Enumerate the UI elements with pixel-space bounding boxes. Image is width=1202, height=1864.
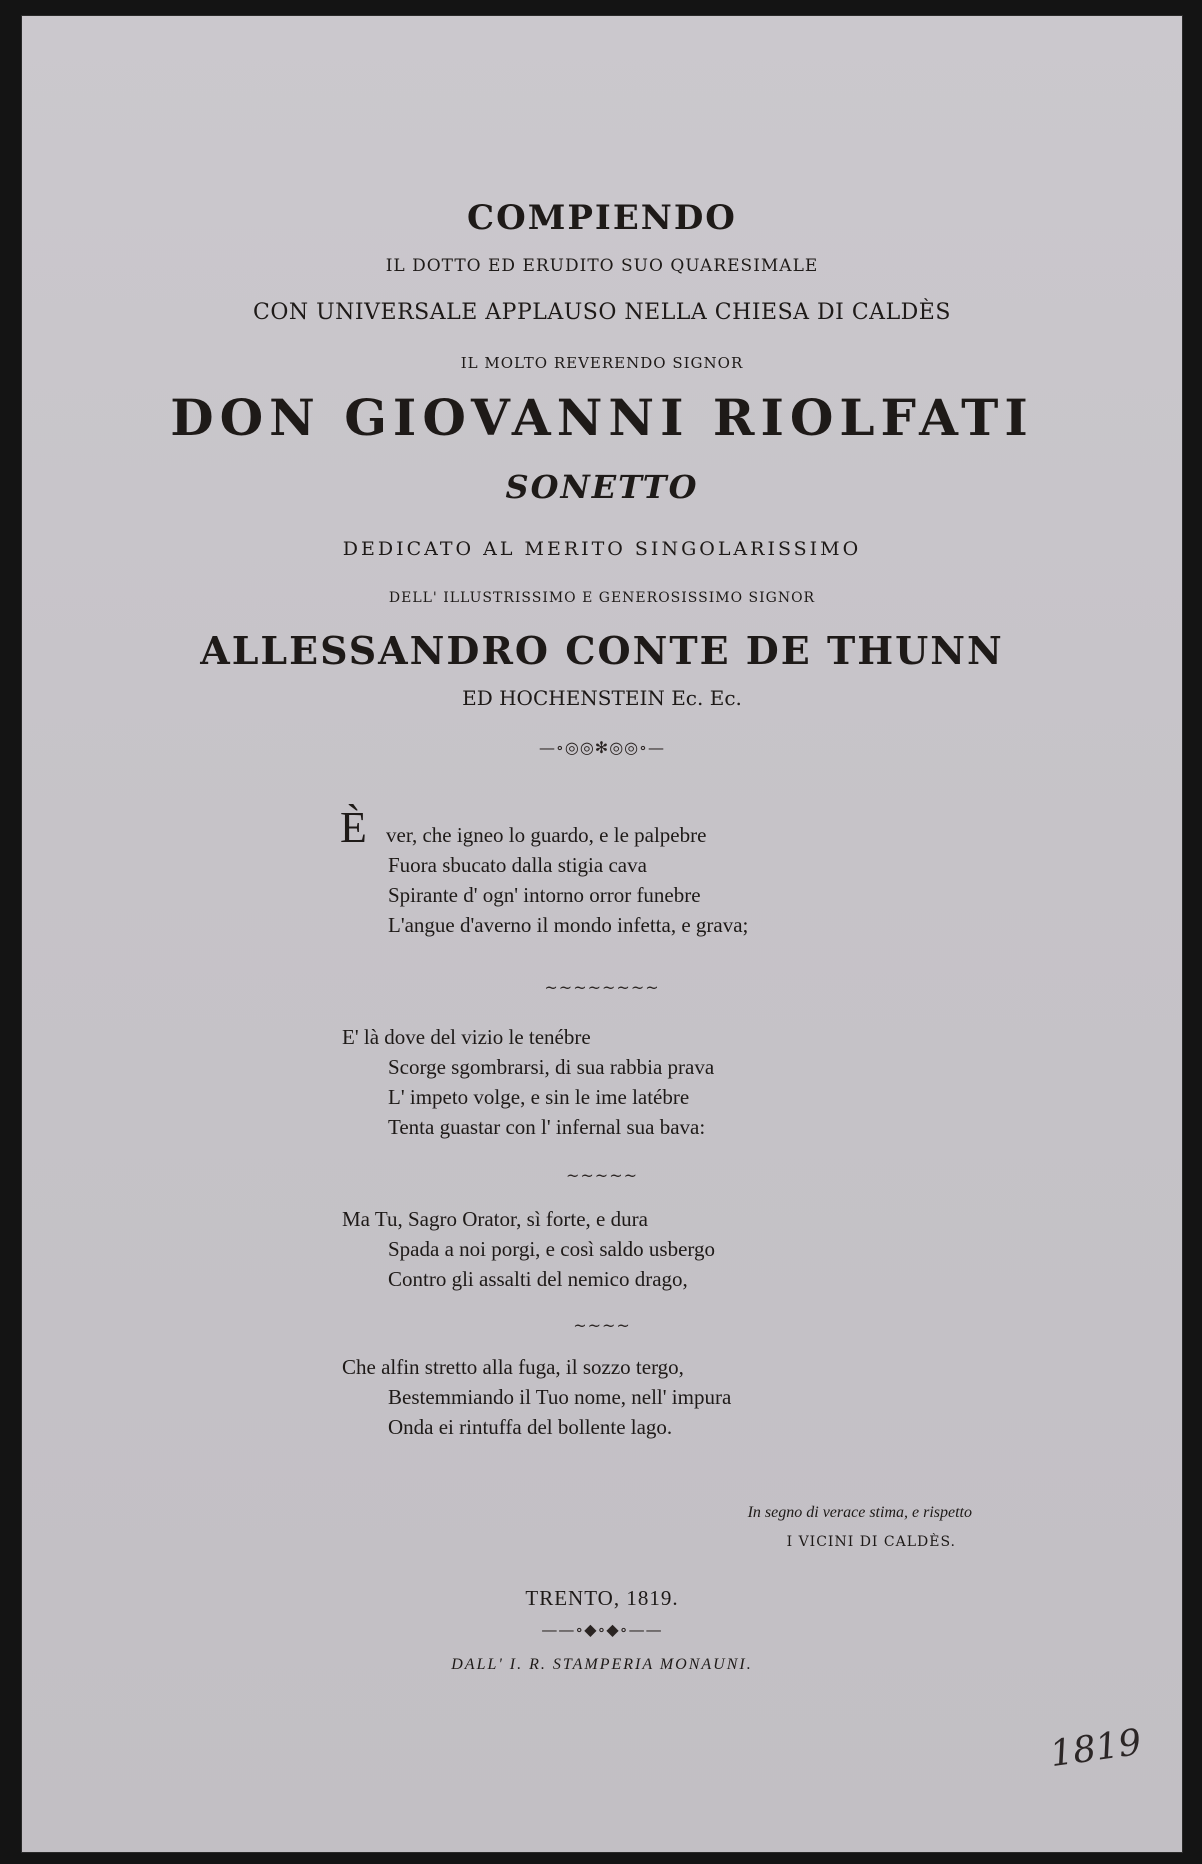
- handwritten-year: 1819: [1047, 1721, 1145, 1776]
- heading-dedicato: DEDICATO AL MERITO SINGOLARISSIMO: [342, 538, 862, 560]
- verse-line: E' là dove del vizio le tenébre: [342, 1025, 591, 1049]
- verse-line: Spirante d' ogn' intorno orror funebre: [388, 883, 701, 907]
- heading-conte: ALLESSANDRO CONTE DE THUNN: [200, 628, 1004, 673]
- verse-line: L' impeto volge, e sin le ime latébre: [388, 1085, 690, 1109]
- ornament-separator-1: ~~~~~~~~: [544, 978, 660, 997]
- stanza-1: [340, 803, 749, 940]
- heading-illustrissimo: DELL' ILLUSTRISSIMO E GENEROSISSIMO SIGNOR: [388, 590, 816, 606]
- heading-quaresimale: IL DOTTO ED ERUDITO SUO QUARESIMALE: [385, 256, 819, 276]
- ornament-main: —∘◎◎✻◎◎∘—: [539, 738, 665, 757]
- heading-chiesa: CON UNIVERSALE APPLAUSO NELLA CHIESA DI CALDÈS: [253, 300, 951, 325]
- imprint-printer: DALL' I. R. STAMPERIA MONAUNI.: [451, 1656, 753, 1673]
- ornament-separator-3: ~~~~: [573, 1316, 631, 1335]
- stanza-3: [342, 1204, 715, 1294]
- verse-line: ver, che igneo lo guardo, e le palpebre: [386, 823, 707, 847]
- ornament-bottom: ——∘◆∘◆∘——: [541, 1620, 663, 1639]
- heading-name: DON GIOVANNI RIOLFATI: [170, 388, 1034, 447]
- verse-line: Fuora sbucato dalla stigia cava: [388, 853, 647, 877]
- verse-line: Contro gli assalti del nemico drago,: [388, 1267, 688, 1291]
- heading-compiendo: COMPIENDO: [467, 198, 737, 238]
- verse-line: Che alfin stretto alla fuga, il sozzo tergo,: [342, 1355, 684, 1379]
- verse-line: Onda ei rintuffa del bollente lago.: [388, 1415, 673, 1439]
- ornament-separator-2: ~~~~~: [565, 1166, 639, 1185]
- verse-line: Ma Tu, Sagro Orator, sì forte, e dura: [342, 1207, 648, 1231]
- verse-line: Spada a noi porgi, e così saldo usbergo: [388, 1237, 716, 1261]
- verse-line: L'angue d'averno il mondo infetta, e grava;: [388, 913, 749, 937]
- broadside-sheet: [22, 16, 1182, 1852]
- stanza-4: [342, 1352, 731, 1442]
- verse-line: Tenta guastar con l' infernal sua bava:: [388, 1115, 706, 1139]
- heading-reverendo: IL MOLTO REVERENDO SIGNOR: [460, 354, 744, 372]
- heading-hochenstein: ED HOCHENSTEIN Ec. Ec.: [462, 686, 742, 710]
- signature-dedication: In segno di verace stima, e rispetto: [747, 1504, 972, 1521]
- signature-authors: I VICINI DI CALDÈS.: [786, 1534, 956, 1550]
- verse-line: Bestemmiando il Tuo nome, nell' impura: [388, 1385, 732, 1409]
- dropcap: È: [340, 803, 367, 852]
- imprint-place: TRENTO, 1819.: [525, 1586, 679, 1610]
- stanza-2: [342, 1022, 714, 1142]
- verse-line: Scorge sgombrarsi, di sua rabbia prava: [388, 1055, 715, 1079]
- heading-sonetto: SONETTO: [505, 468, 699, 506]
